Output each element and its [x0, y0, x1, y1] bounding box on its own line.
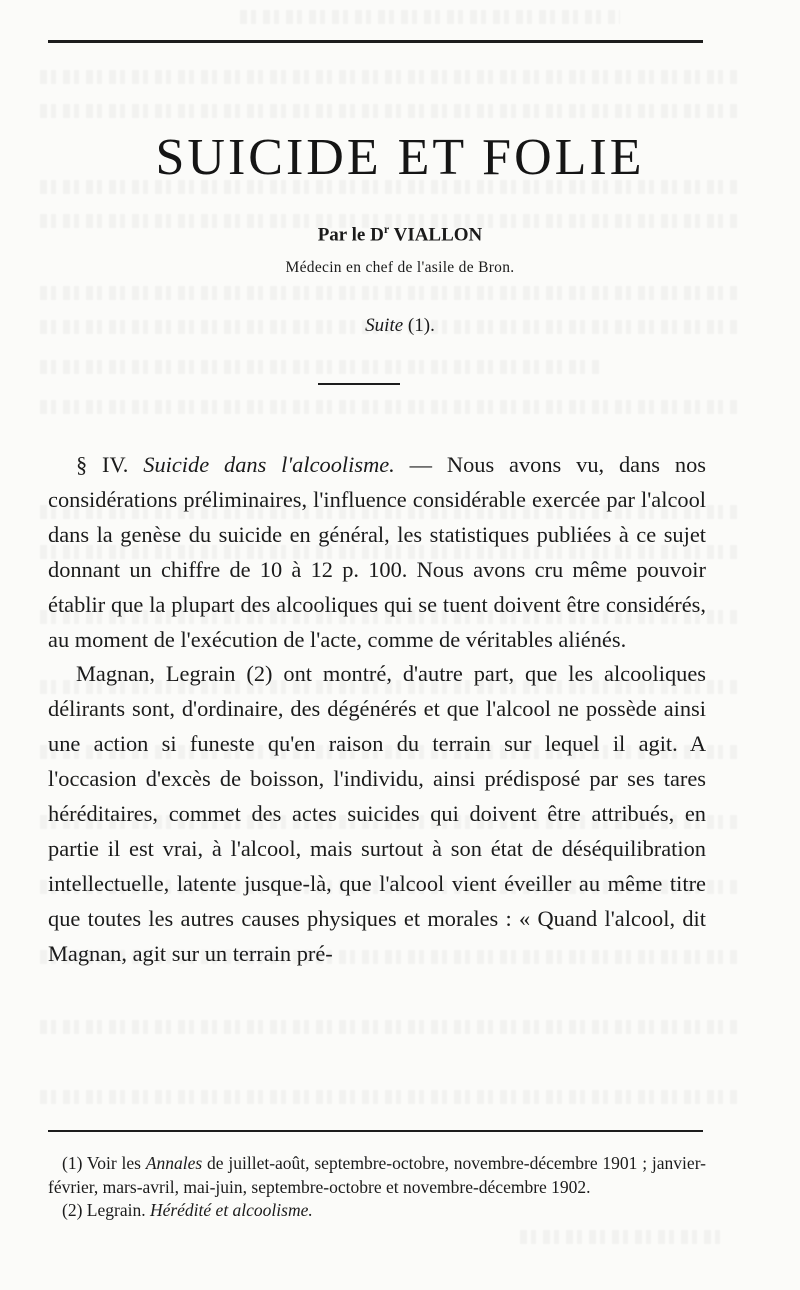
footnote-2-prefix: (2) Legrain. — [62, 1200, 146, 1220]
continuation-note — [0, 315, 800, 337]
paragraph-1 — [48, 448, 706, 657]
footnote-1-prefix: (1) Voir les — [62, 1153, 141, 1173]
article-body — [48, 448, 706, 972]
suite-label: Suite — [365, 315, 404, 336]
byline-superscript: r — [383, 222, 390, 236]
footnote-1-text: de juillet-août, septembre-octobre, novembre-décembre 1901 ; janvier-février, mars-avril, mai-juin, septembre-octobre et novembre-décembre 1902. — [48, 1153, 706, 1197]
section-heading: Suicide dans l'alcoolisme. — [143, 452, 395, 477]
article-title: SUICIDE ET FOLIE — [155, 129, 645, 186]
footnote-2-title: Hérédité et alcoolisme. — [149, 1200, 313, 1220]
author-name: VIALLON — [393, 224, 483, 246]
section-divider — [318, 383, 400, 385]
section-number: § IV. — [76, 452, 129, 477]
header-rule — [48, 40, 703, 43]
footnote-2 — [48, 1199, 706, 1223]
footnote-ref-1: (1). — [407, 315, 435, 336]
footnote-1 — [48, 1152, 706, 1199]
author-affiliation: Médecin en chef de l'asile de Bron. — [285, 259, 515, 276]
byline-prefix: Par le D — [317, 224, 384, 246]
footnotes — [48, 1152, 706, 1223]
paragraph-1-text: — Nous avons vu, dans nos considérations préliminaires, l'influence considérable exercée par l'alcool dans la genèse du suicide en général, les statistiques publiées à ce sujet donnant un chiffre de 10 à 12 p. 100. Nous avons cru même pouvoir établir que la plupart des alcooliques qui se tuent doivent être considérés, au moment de l'exécution de l'acte, comme de véritables aliénés. — [48, 452, 706, 652]
footnote-rule — [48, 1130, 703, 1132]
byline — [0, 222, 800, 246]
paragraph-2: Magnan, Legrain (2) ont montré, d'autre part, que les alcooliques délirants sont, d'ordinaire, des dégénérés et que l'alcool ne possède ainsi une action si funeste qu'en raison du terrain sur lequel il agit. A l'occasion d'excès de boisson, l'individu, ainsi prédisposé par ses tares héréditaires, commet des actes suicides qui doivent être attribués, en partie il est vrai, à l'alcool, mais surtout à son état de déséquilibration intellectuelle, latente jusque-là, que l'alcool vient éveiller au même titre que toutes les autres causes physiques et morales : « Quand l'alcool, dit Magnan, agit sur un terrain pré- — [48, 661, 706, 966]
footnote-1-journal: Annales — [145, 1153, 203, 1173]
